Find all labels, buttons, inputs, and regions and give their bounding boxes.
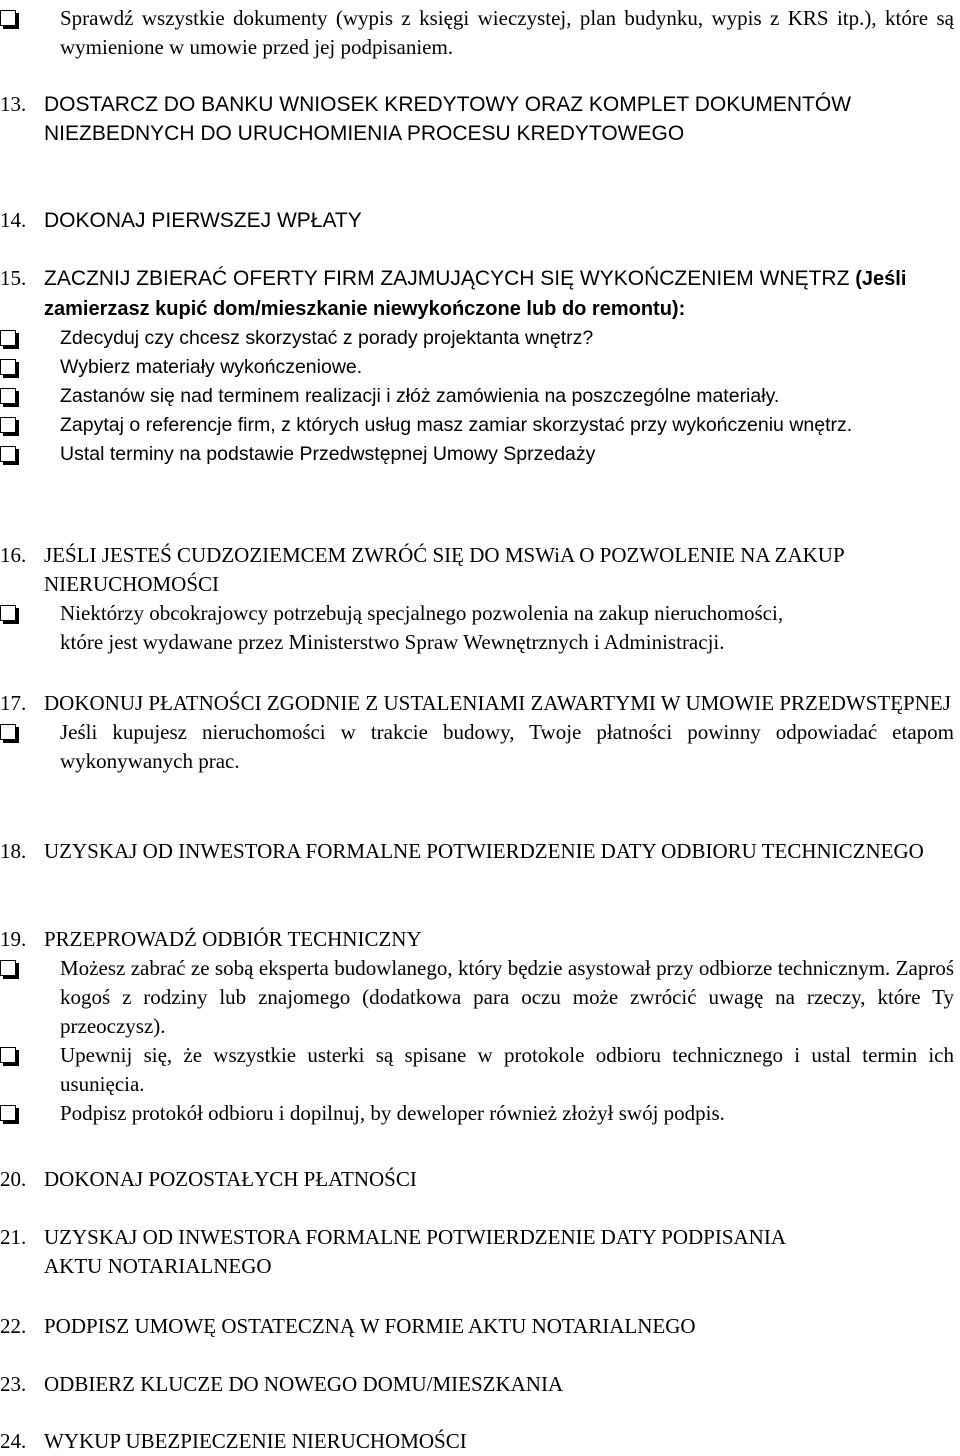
checklist-item-text: Zastanów się nad terminem realizacji i złóż zamówienia na poszczególne materiały. [60,385,780,407]
checkbox-icon[interactable] [0,330,16,346]
section-number: 17. [0,691,27,715]
section-title-main: ZACZNIJ ZBIERAĆ OFERTY FIRM ZAJMUJĄCYCH SIĘ WYKOŃCZENIEM WNĘTRZ [44,267,850,290]
section-23 [0,1370,960,1399]
section-heading [0,1165,960,1194]
section-title: DOKONUJ PŁATNOŚCI ZGODNIE Z USTALENIAMI ZAWARTYMI W UMOWIE PRZEDWSTĘPNEJ [44,691,951,715]
checkbox-icon[interactable] [0,446,16,462]
section-heading [0,837,960,866]
checklist-item [0,411,960,440]
checklist-item [0,1099,960,1128]
section-24 [0,1427,960,1456]
section-heading [0,925,960,954]
checkbox-icon[interactable] [0,1047,16,1063]
section-title: ODBIERZ KLUCZE DO NOWEGO DOMU/MIESZKANIA [44,1372,564,1396]
checkbox-icon[interactable] [0,10,16,26]
checkbox-icon[interactable] [0,605,16,621]
section-heading [0,541,960,599]
section-16 [0,541,960,657]
section-number: 13. [0,92,27,116]
checkbox-icon[interactable] [0,417,16,433]
section-heading [0,264,960,324]
section-number: 14. [0,208,27,232]
section-15 [0,264,960,469]
section-14 [0,206,960,235]
section-title: PODPISZ UMOWĘ OSTATECZNĄ W FORMIE AKTU NOTARIALNEGO [44,1314,696,1338]
checklist-item-text: Niektórzy obcokrajowcy potrzebują specjalnego pozwolenia na zakup nieruchomości, [60,601,784,625]
section-title: WYKUP UBEZPIECZENIE NIERUCHOMOŚCI [44,1429,467,1453]
section-number: 20. [0,1167,27,1191]
checklist-item-text: Wybierz materiały wykończeniowe. [60,356,363,378]
top-checklist [0,4,960,62]
section-22 [0,1312,960,1341]
section-subtitle: (Jeśli zamierzasz kupić dom/mieszkanie niewykończone lub do remontu): [44,268,907,320]
section-title: UZYSKAJ OD INWESTORA FORMALNE POTWIERDZENIE DATY ODBIORU TECHNICZNEGO [44,839,924,863]
section-number: 15. [0,266,27,290]
section-number: 23. [0,1372,27,1396]
section-number: 22. [0,1314,27,1338]
section-19 [0,925,960,1128]
checklist-item-text: Ustal terminy na podstawie Przedwstępnej Umowy Sprzedaży [60,443,596,465]
checklist-item [0,324,960,353]
checkbox-icon[interactable] [0,724,16,740]
checklist-item-text: Podpisz protokół odbioru i dopilnuj, by deweloper również złożył swój podpis. [60,1101,725,1125]
section-number: 16. [0,543,27,567]
section-heading [0,1370,960,1399]
checklist-item-continuation: które jest wydawane przez Ministerstwo Spraw Wewnętrznych i Administracji. [60,630,725,654]
checklist-item-text: Zdecyduj czy chcesz skorzystać z porady projektanta wnętrz? [60,327,594,349]
section-number: 21. [0,1225,27,1249]
section-heading [0,689,960,718]
checklist-item [0,353,960,382]
section-title: DOKONAJ PIERWSZEJ WPŁATY [44,209,362,232]
section-number: 19. [0,927,27,951]
checklist-item-text: Możesz zabrać ze sobą eksperta budowlanego, który będzie asystował przy odbiorze technicznym. Zaproś kogoś z rodziny lub znajomego (dodatkowa para oczu może zwrócić uwagę na rzeczy, które Ty przeoczysz). [60,956,954,1038]
checklist-item [0,718,960,776]
section-title: JEŚLI JESTEŚ CUDZOZIEMCEM ZWRÓĆ SIĘ DO MSWiA O POZWOLENIE NA ZAKUP NIERUCHOMOŚCI [44,543,844,596]
section-number: 24. [0,1429,27,1453]
section-title: UZYSKAJ OD INWESTORA FORMALNE POTWIERDZENIE DATY PODPISANIA AKTU NOTARIALNEGO [44,1225,785,1278]
checklist-item [0,954,960,1041]
checklist-item [0,599,960,628]
checklist-item [0,382,960,411]
section-heading [0,90,960,148]
checklist-item-text: Zapytaj o referencje firm, z których usług masz zamiar skorzystać przy wykończeniu wnętrz. [60,414,853,436]
section-21 [0,1223,960,1281]
checklist-item-text: Upewnij się, że wszystkie usterki są spisane w protokole odbioru technicznego i ustal termin ich usunięcia. [60,1043,954,1096]
checklist-item-text: Jeśli kupujesz nieruchomości w trakcie budowy, Twoje płatności powinny odpowiadać etapom wykonywanych prac. [60,720,954,773]
section-heading [0,1312,960,1341]
section-17 [0,689,960,776]
checklist-item-text: Sprawdź wszystkie dokumenty (wypis z księgi wieczystej, plan budynku, wypis z KRS itp.), które są wymienione w umowie przed jej podpisaniem. [60,6,954,59]
checkbox-icon[interactable] [0,388,16,404]
checkbox-icon[interactable] [0,1105,16,1121]
section-heading [0,206,960,235]
section-heading [0,1427,960,1456]
section-18 [0,837,960,866]
checklist-item [0,440,960,469]
section-title: DOKONAJ POZOSTAŁYCH PŁATNOŚCI [44,1167,417,1191]
checkbox-icon[interactable] [0,960,16,976]
section-title: DOSTARCZ DO BANKU WNIOSEK KREDYTOWY ORAZ KOMPLET DOKUMENTÓW NIEZBEDNYCH DO URUCHOMIENIA PROCESU KREDYTOWEGO [44,93,852,145]
section-20 [0,1165,960,1194]
section-title: PRZEPROWADŹ ODBIÓR TECHNICZNY [44,927,422,951]
section-title [44,264,960,324]
checklist-item [0,1041,960,1099]
section-number: 18. [0,839,27,863]
checklist-item [0,4,960,62]
section-heading [0,1223,960,1281]
checkbox-icon[interactable] [0,359,16,375]
section-13 [0,90,960,148]
